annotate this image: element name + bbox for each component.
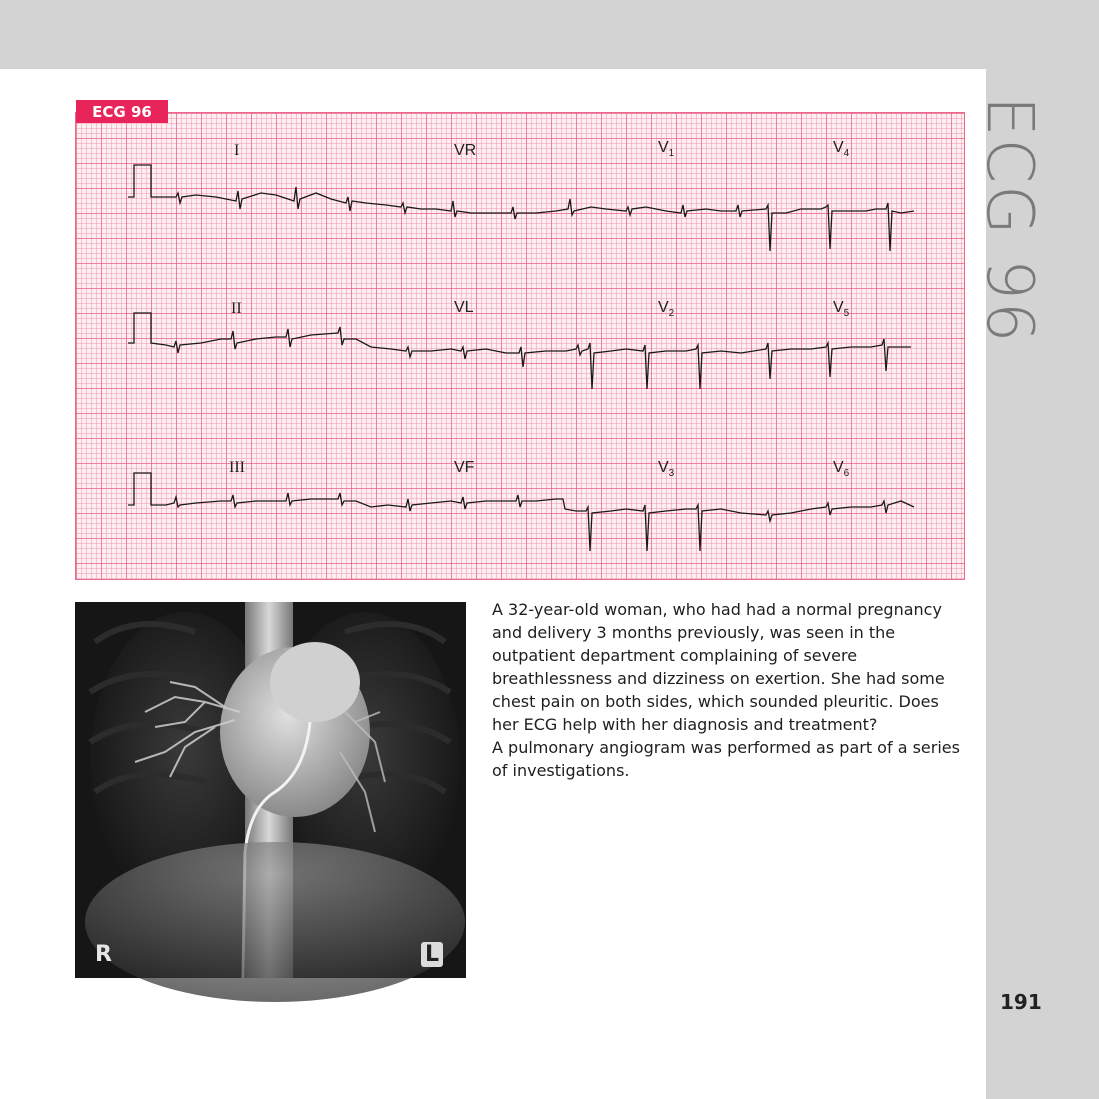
lead-label-V5: $V_5$	[833, 299, 850, 320]
lead-label-II: II	[231, 300, 242, 317]
lead-label-VF: VF	[454, 459, 475, 476]
case-description	[492, 598, 962, 782]
lead-label-V3: $V_3$	[658, 459, 675, 480]
ecg-tag: ECG 96	[76, 100, 168, 123]
xray-marker-left: L	[421, 942, 443, 967]
ecg-trace-row-1	[128, 165, 914, 251]
ecg-trace-row-2	[128, 313, 911, 389]
ecg-trace-row-3	[128, 473, 914, 551]
page-number: 191	[1000, 990, 1042, 1014]
xray-marker-right: R	[95, 942, 112, 967]
lead-label-V4: $V_4$	[833, 139, 850, 160]
lead-label-V1: $V_1$	[658, 139, 675, 160]
lead-label-VR: VR	[454, 142, 477, 159]
lead-label-I: I	[234, 142, 240, 159]
lead-label-V2: $V_2$	[658, 299, 675, 320]
case-paragraph-2: A pulmonary angiogram was performed as part of a series of investigations.	[492, 738, 960, 780]
angiogram-drawing	[75, 602, 466, 978]
lead-label-VL: VL	[454, 299, 474, 316]
side-title	[972, 96, 1046, 345]
ecg-strip	[75, 112, 965, 580]
lead-label-V6: $V_6$	[833, 459, 850, 480]
side-title-text: ECG 96	[972, 96, 1046, 345]
lead-label-III: III	[229, 459, 245, 476]
ecg-traces	[76, 113, 964, 579]
angiogram-image	[75, 602, 466, 978]
case-paragraph-1: A 32-year-old woman, who had had a normal pregnancy and delivery 3 months previously, was seen in the outpatient department complaining of severe breathlessness and dizziness on exertion. She had some chest pain on both sides, which sounded pleuritic. Does her ECG help with her diagnosis and treatment?	[492, 600, 945, 734]
